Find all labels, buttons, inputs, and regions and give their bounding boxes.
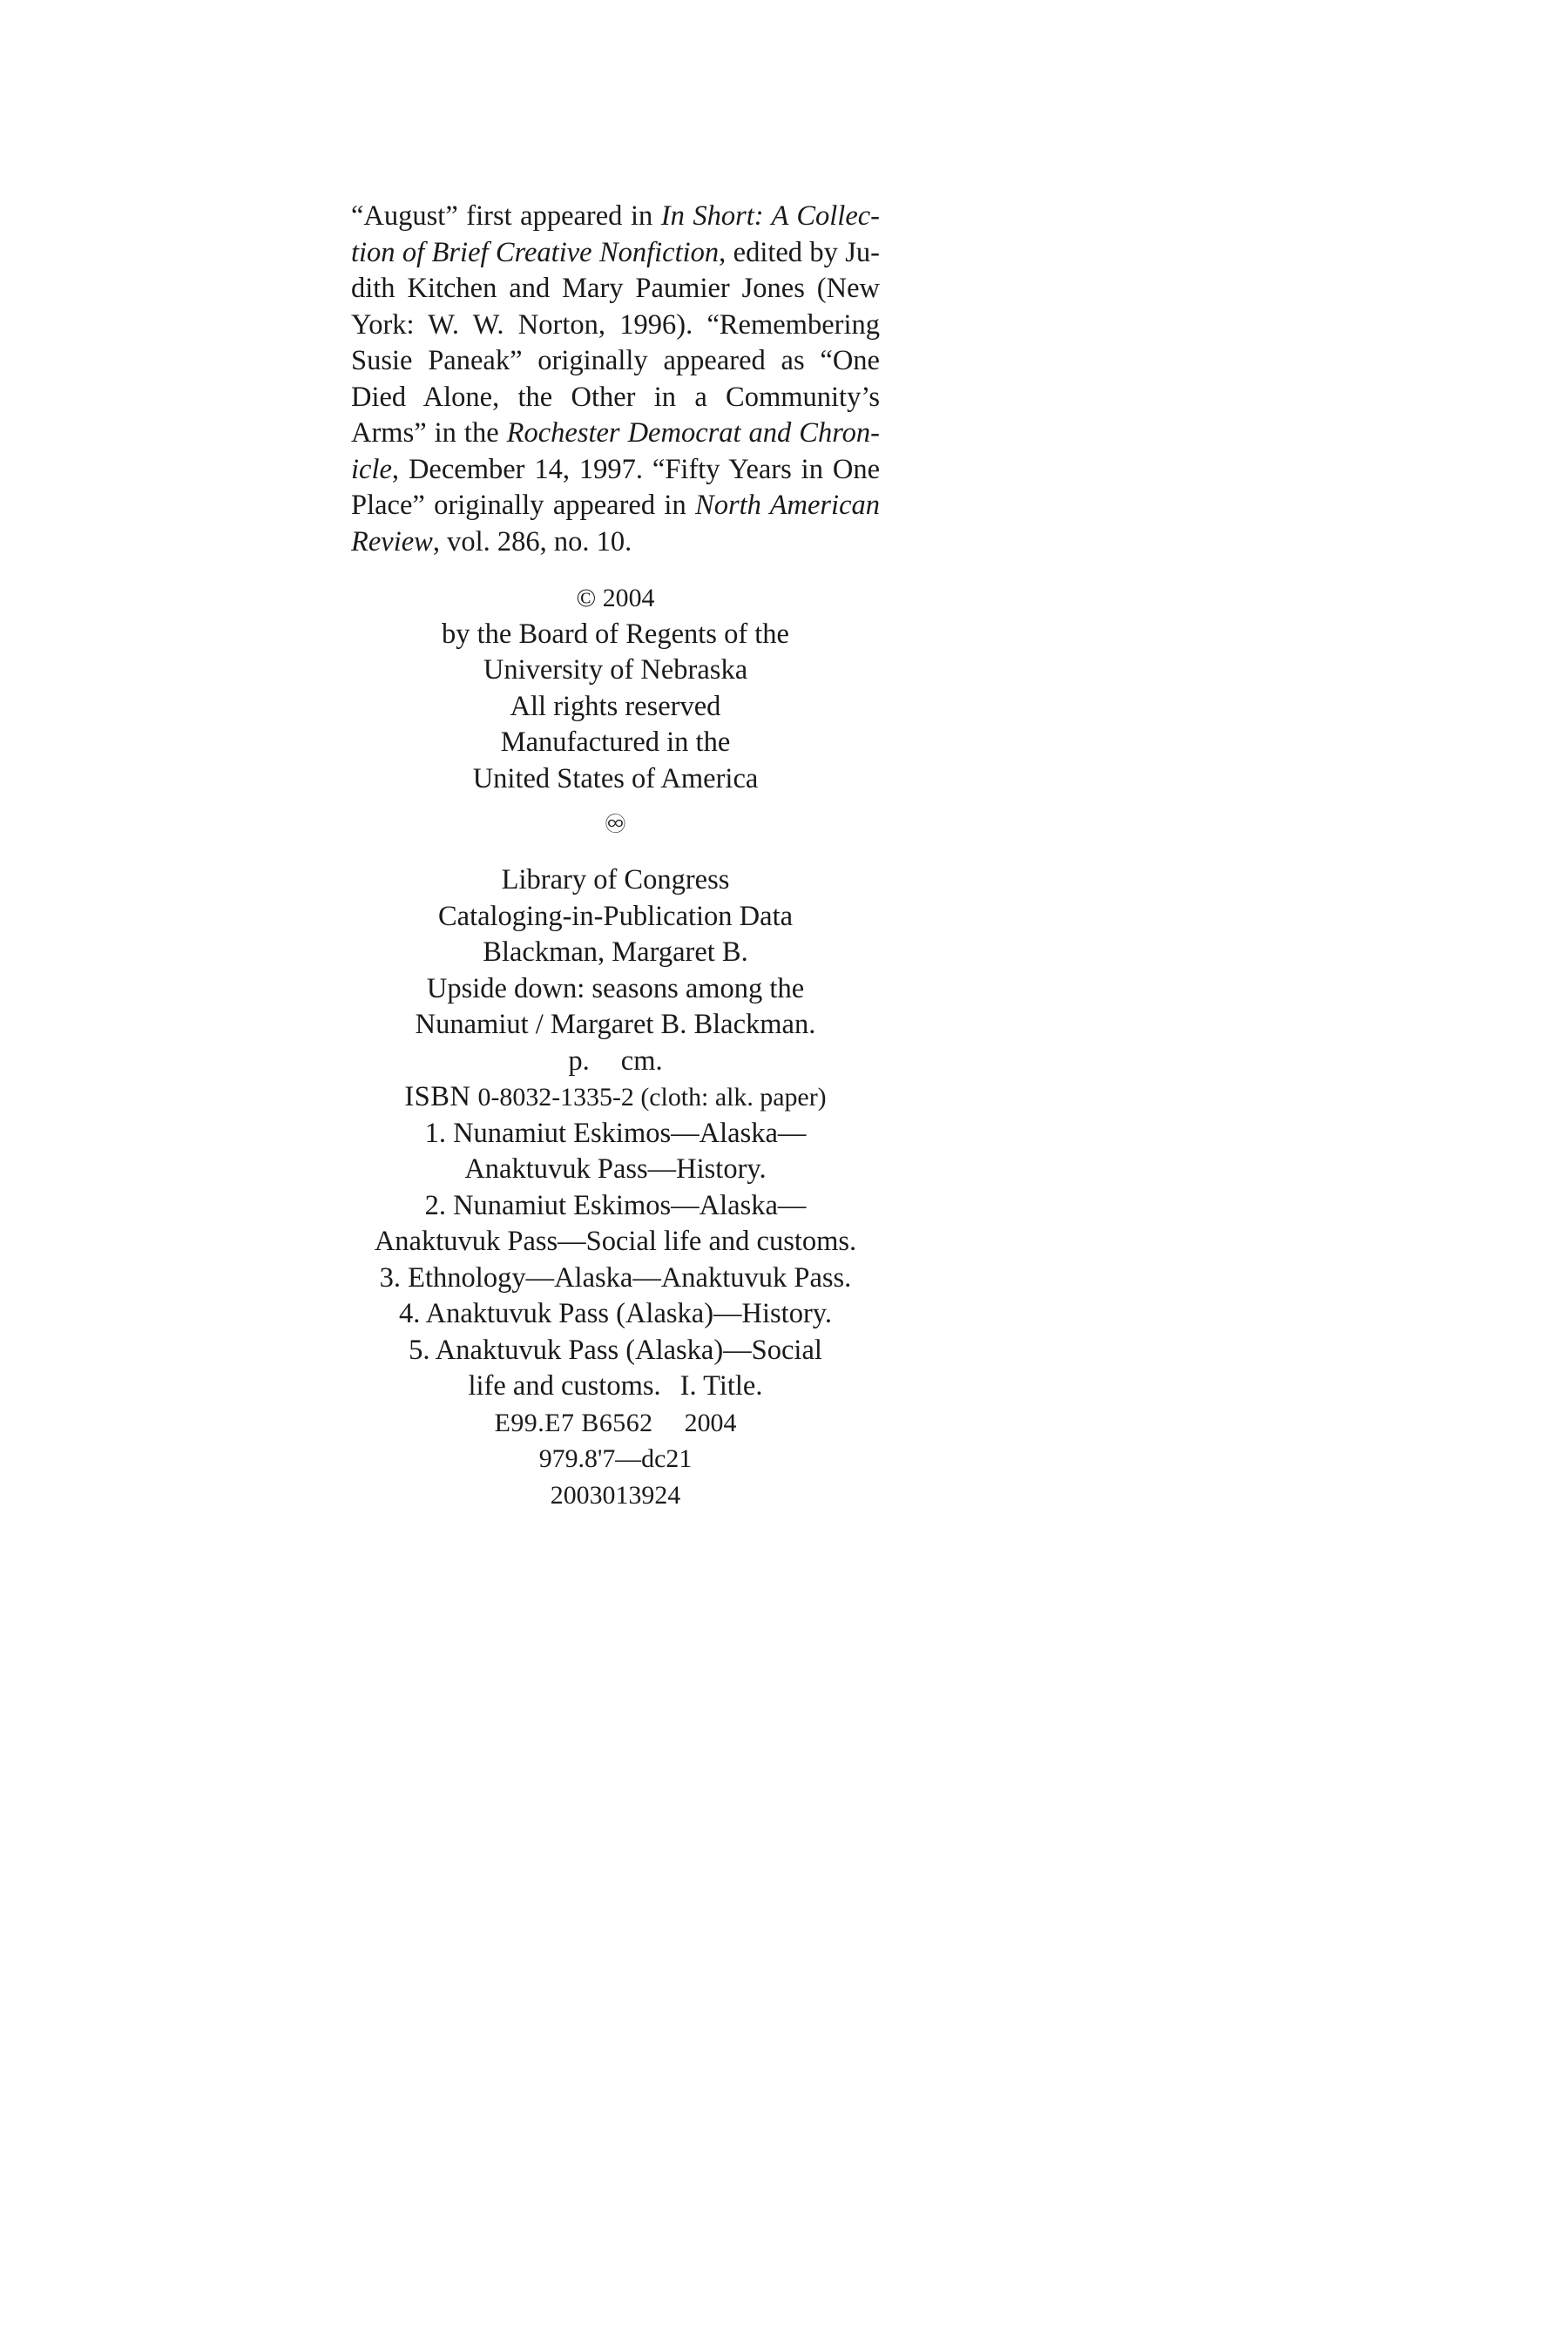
credits-text: , December 14, 1997. “Fifty Years in One bbox=[391, 453, 880, 485]
credits-text: , vol. 286, no. 10. bbox=[432, 525, 632, 558]
credits-line bbox=[351, 452, 880, 489]
credits-italic-title: tion of Brief Creative Nonfiction bbox=[351, 236, 720, 268]
cip-pages-p: p. bbox=[568, 1044, 590, 1077]
copyright-line: Manufactured in the bbox=[500, 727, 731, 758]
credits-text: Place” originally appeared in bbox=[351, 490, 696, 521]
cip-subject: 1. Nunamiut Eskimos—Alaska— bbox=[424, 1117, 807, 1149]
credits-line bbox=[351, 199, 880, 235]
isbn-label: ISBN bbox=[404, 1081, 471, 1112]
credits-italic-title: In Short: A Collec- bbox=[660, 200, 880, 232]
cip-subject: 4. Anaktuvuk Pass (Alaska)—History. bbox=[398, 1298, 833, 1329]
copyright-year: © 2004 bbox=[576, 584, 655, 612]
copyright-block bbox=[351, 580, 880, 797]
copyright-line: United States of America bbox=[472, 762, 759, 794]
cip-title: Upside down: seasons among the bbox=[426, 972, 805, 1004]
cip-title: Nunamiut / Margaret B. Blackman. bbox=[415, 1009, 816, 1040]
cip-lc-call-number bbox=[351, 1405, 880, 1442]
cip-subject: 5. Anaktuvuk Pass (Alaska)—Social bbox=[409, 1334, 822, 1366]
copyright-line: All rights reserved bbox=[510, 690, 721, 722]
cip-pages bbox=[351, 1044, 880, 1080]
cip-dewey: 979.8'7—dc21 bbox=[538, 1444, 693, 1473]
credits-line: dith Kitchen and Mary Paumier Jones (New bbox=[351, 273, 880, 304]
cip-subject-last bbox=[351, 1369, 880, 1405]
acid-free-paper-icon bbox=[351, 810, 880, 840]
credits-italic-title: North American bbox=[695, 490, 880, 521]
cip-subject: 2. Nunamiut Eskimos—Alaska— bbox=[424, 1189, 807, 1221]
cip-author: Blackman, Margaret B. bbox=[483, 936, 748, 968]
credits-italic-title: icle bbox=[351, 453, 392, 485]
credits-line: Susie Paneak” originally appeared as “One bbox=[351, 345, 880, 376]
credits-text: Arms” in the bbox=[351, 417, 507, 449]
credits-line bbox=[351, 235, 880, 272]
infinity-icon: ♾ bbox=[604, 810, 627, 839]
credits-line bbox=[351, 524, 880, 561]
cip-subject: Anaktuvuk Pass—History. bbox=[464, 1153, 767, 1185]
credits-line: Died Alone, the Other in a Community’s bbox=[351, 381, 880, 413]
credits-text: “August” first appeared in bbox=[351, 200, 661, 232]
cip-pages-cm: cm. bbox=[620, 1044, 663, 1077]
credits-line bbox=[351, 416, 880, 452]
credits-line bbox=[351, 488, 880, 524]
credits-text: , edited by Ju- bbox=[719, 236, 880, 268]
cip-heading: Library of Congress bbox=[501, 864, 730, 896]
cip-subject-text: life and customs. bbox=[468, 1370, 661, 1402]
lc-call-number: E99.E7 B6562 bbox=[494, 1408, 653, 1437]
copyright-line: by the Board of Regents of the bbox=[442, 618, 789, 650]
isbn-value: 0-8032-1335-2 (cloth: alk. paper) bbox=[477, 1083, 827, 1112]
cip-data-block bbox=[351, 862, 880, 1513]
lc-year: 2004 bbox=[684, 1408, 737, 1437]
credits-italic-title: Review bbox=[351, 525, 433, 558]
credits-italic-title: Rochester Democrat and Chron- bbox=[506, 417, 880, 449]
cip-isbn bbox=[351, 1079, 880, 1116]
cip-heading: Cataloging-in-Publication Data bbox=[437, 900, 794, 932]
cip-subject: 3. Ethnology—Alaska—Anaktuvuk Pass. bbox=[379, 1261, 852, 1294]
cip-lccn: 2003013924 bbox=[550, 1480, 681, 1510]
cip-subject: Anaktuvuk Pass—Social life and customs. bbox=[374, 1226, 857, 1257]
credits-paragraph bbox=[351, 199, 880, 560]
copyright-line: University of Nebraska bbox=[483, 654, 748, 686]
credits-line: York: W. W. Norton, 1996). “Remembering bbox=[351, 308, 880, 341]
cip-title-entry: I. Title. bbox=[679, 1370, 763, 1402]
